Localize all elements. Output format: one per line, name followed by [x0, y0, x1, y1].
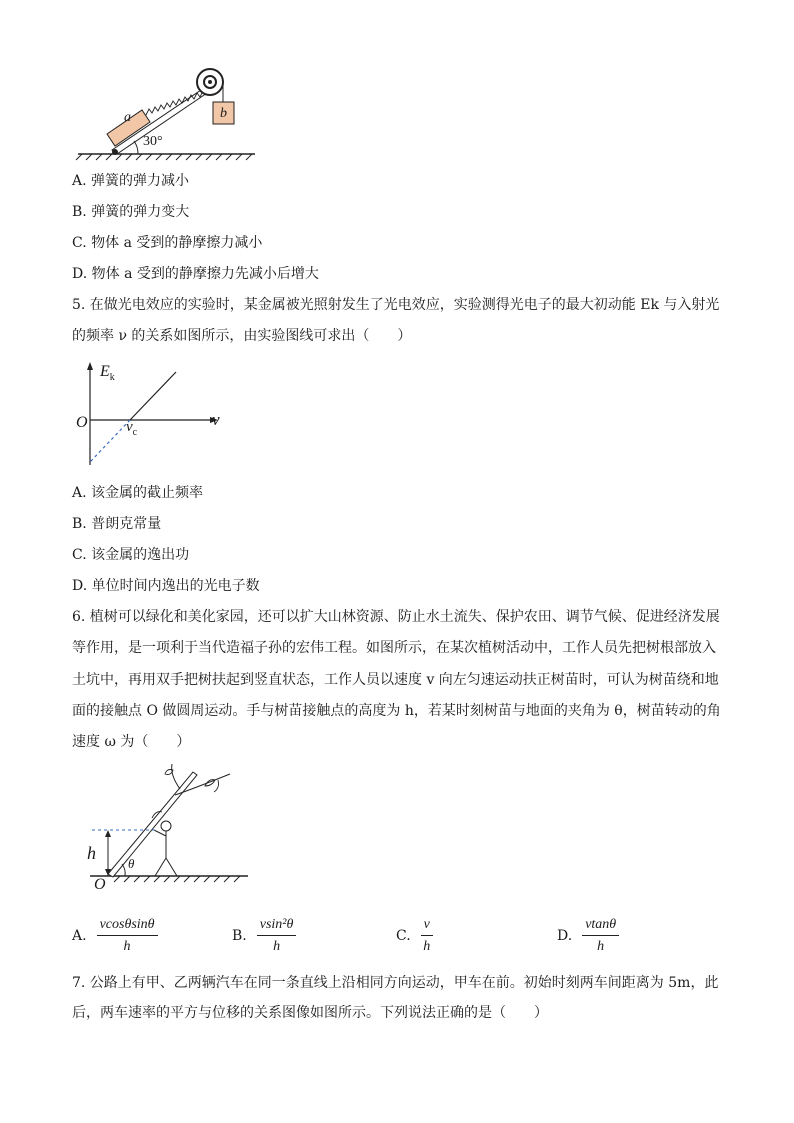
angle-label: 30° [143, 134, 163, 149]
q6-stem-line1: 6. 植树可以绿化和美化家园，还可以扩大山林资源、防止水土流失、保护农田、调节气候、促进经济发展 [72, 609, 720, 625]
graph-intercept-label: $\nu_c$ [126, 419, 138, 438]
incline-spring-pulley-figure [70, 62, 270, 162]
height-label: h [87, 843, 96, 863]
q5-stem-line1: 5. 在做光电效应的实验时，某金属被光照射发生了光电效应，实验测得光电子的最大初动能 Ek 与入射光 [72, 297, 720, 313]
q7-stem-line1: 7. 公路上有甲、乙两辆汽车在同一条直线上沿相同方向运动，甲车在前。初始时刻两车间距离为 5m，此 [72, 975, 719, 991]
q5-option-d: D. 单位时间内逸出的光电子数 [72, 578, 260, 594]
q5-option-a: A. 该金属的截止频率 [72, 485, 204, 501]
q5-stem-line2: 的频率 ν 的关系如图所示，由实验图线可求出（ ） [72, 328, 412, 344]
q6-stem-line5: 速度 ω 为（ ） [72, 734, 191, 750]
q5-option-b: B. 普朗克常量 [72, 516, 162, 532]
q6-option-b-fraction: $\frac{\text{vsin²θ}}{h}$ [257, 915, 297, 957]
q6-stem-line4: 面的接触点 O 做圆周运动。手与树苗接触点的高度为 h，若某时刻树苗与地面的夹角为 θ，树苗转动的角 [72, 703, 721, 719]
q6-option-a-fraction: $\frac{vcos\theta\sin\theta}{h}$ [97, 915, 158, 957]
q7-stem-line2: 后，两车速率的平方与位移的关系图像如图所示。下列说法正确的是（ ） [72, 1005, 548, 1021]
pivot-origin-label: O [94, 876, 106, 893]
tree-planting-figure [80, 760, 260, 890]
q6-option-b: B. $\frac{\text{vsin²θ}}{h}$ [232, 915, 296, 957]
q6-option-d: D. $\frac{vtan\theta}{h}$ [557, 915, 619, 957]
q6-stem-line3: 土坑中，再用双手把树扶起到竖直状态，工作人员以速度 v 向左匀速运动扶正树苗时，可认为树苗绕和地 [72, 672, 719, 688]
q6-option-a: A. $\frac{vcos\theta\sin\theta}{h}$ [72, 915, 158, 957]
graph-x-label: ν [212, 410, 220, 429]
ek-vs-frequency-graph [70, 360, 230, 470]
graph-origin-label: O [76, 414, 88, 431]
q4-option-b: B. 弹簧的弹力变大 [72, 204, 190, 220]
block-b-label: b [220, 106, 227, 121]
q4-option-d: D. 物体 a 受到的静摩擦力先减小后增大 [72, 266, 319, 282]
theta-label: θ [128, 856, 135, 871]
q6-option-c-fraction: $\frac{v}{h}$ [421, 915, 433, 957]
q4-option-a: A. 弹簧的弹力减小 [72, 173, 190, 189]
q5-option-c: C. 该金属的逸出功 [72, 547, 190, 563]
q6-stem-line2: 等作用，是一项利于当代造福子孙的宏伟工程。如图所示，在某次植树活动中，工作人员先把树根部放入 [72, 640, 716, 656]
block-a-label: a [124, 110, 131, 125]
graph-y-label: $E_k$ [100, 363, 115, 384]
q6-option-c: C. $\frac{v}{h}$ [396, 915, 433, 957]
q4-option-c: C. 物体 a 受到的静摩擦力减小 [72, 235, 263, 251]
q6-option-d-fraction: $\frac{vtan\theta}{h}$ [582, 915, 619, 957]
